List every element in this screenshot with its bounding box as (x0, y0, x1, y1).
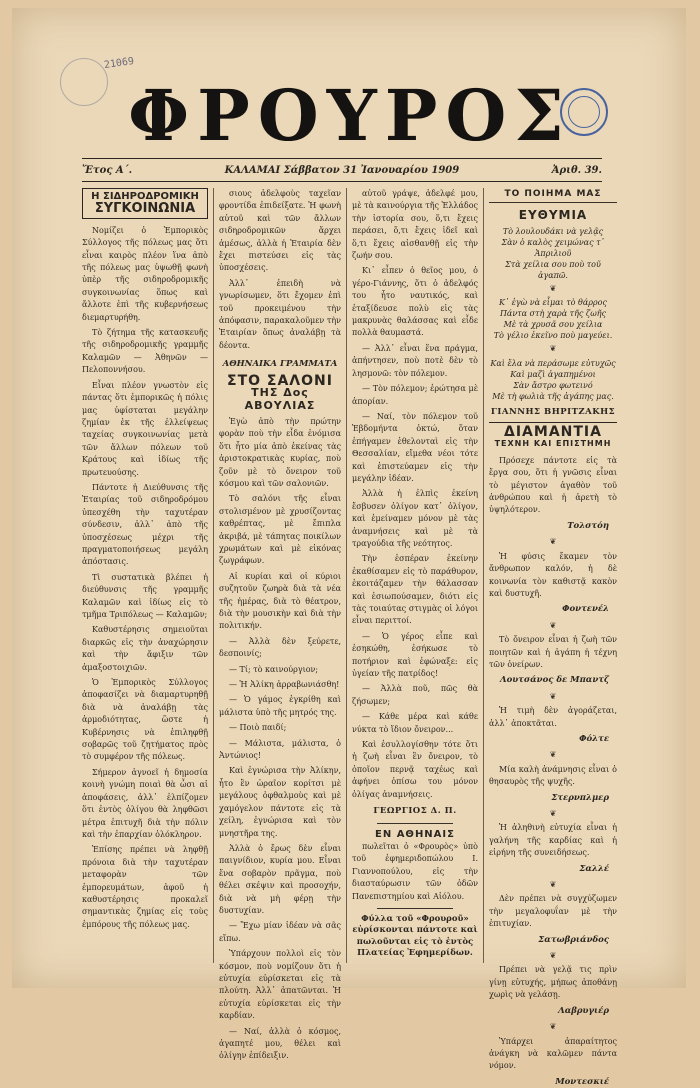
col3-paragraph: — Τὸν πόλεμον; ἐρώτησα μὲ ἀπορίαν. (352, 384, 478, 406)
dialogue-line: — Μάλιστα, μάλιστα, ὁ Ἀντώνιος! (219, 738, 341, 761)
quote-author: Σατωβριάνδος (538, 934, 609, 945)
ornament-icon: ❦ (549, 750, 557, 760)
poem-stanza: Κ᾽ ἐγὼ νὰ εἶμαι τὸ θάρρος Πάντα στὴ χαρὰ τῆς ζωῆς Μὲ τὰ χρυσᾶ σου χείλια Τὸ γέλιο ἐκεῖνο ποὺ μαγεύει. (493, 298, 613, 341)
article-headline-line-2: ΣΥΓΚΟΙΝΩΝΙΑ (94, 201, 196, 217)
quote-text: Ἡ φύσις ἔκαμεν τὸν ἄνθρωπον καλόν, ἡ δὲ κοινωνία τὸν καθιστᾷ κακὸν καὶ δυστυχῆ. (489, 551, 617, 598)
quote-text: Τὸ ὄνειρον εἶναι ἡ ζωὴ τῶν ποιητῶν καὶ ἡ ἀγάπη ἡ τέχνη τῶν ὀνείρων. (489, 635, 617, 669)
divider (377, 908, 453, 909)
col2-paragraph: σιους ἀδελφοὺς ταχεῖαν φροντίδα ἐπιδείξατε. Ἡ φωνὴ αὐτοῦ καὶ τῶν ἄλλων σιδηροδρομικῶν ἄρχει ἀμέσως, ἀλλὰ ἡ Ἑταιρία δὲν ἔχει πιστεύσει εἰς τὰς ὑποσχέσεις. (219, 189, 341, 273)
dateline (82, 162, 602, 178)
quote-text: Ἡ τιμὴ δὲν ἀγοράζεται, ἀλλ᾽ ἀποκτᾶται. (489, 706, 617, 728)
dialogue-line: — Τί; τὸ καινούργιον; (229, 664, 319, 674)
divider (377, 823, 453, 824)
section-title-athens-letters: ΑΘΗΝΑΙΚΑ ΓΡΑΜΜΑΤΑ (222, 359, 338, 370)
col1-paragraph: Πάντοτε ἡ Διεύθυνσις τῆς Ἑταιρίας τοῦ σιδηροδρόμου ὑπεσχέθη τὴν ταχυτέραν σύνδεσιν, ἀλλ᾽ ἀπὸ τῆς ὑποσχέσεως μέχρι τῆς πραγματοποιήσεως μεγάλη ἀπόστασις. (82, 482, 208, 567)
article-signature: ΓΕΩΡΓΙΟΣ Δ. Π. (373, 806, 457, 817)
col2-paragraph: Ὑπάρχουν πολλοὶ εἰς τὸν κόσμον, ποὺ νομίζουν ὅτι ἡ εὐτυχία εὑρίσκεται εἰς τὰ πλούτη. Ἀλλ᾽ ἀπατῶνται. Ἡ εὐτυχία εὑρίσκεται εἰς τὴν καρδίαν. (219, 949, 341, 1021)
pencil-number: 21069 (103, 55, 135, 72)
header-rule-top (82, 158, 602, 159)
col1-paragraph: Τὸ ζήτημα τῆς κατασκευῆς τῆς σιδηροδρομικῆς γραμμῆς Καλαμῶν — Ἀθηνῶν — Πελοποννήσου. (82, 328, 208, 375)
banner-subtitle: ΤΕΧΝΗ ΚΑΙ ΕΠΙΣΤΗΜΗ (494, 439, 612, 449)
ornament-icon: ❦ (549, 620, 557, 630)
ornament-icon: ❦ (549, 344, 557, 354)
quote-author: Φοντενέλ (562, 604, 609, 615)
col3-paragraph: Καὶ ἐσυλλογίσθην τότε ὅτι ἡ ζωὴ εἶναι ἓν ὄνειρον, τὸ ὁποῖον περνᾷ ταχέως καὶ ἀφήνει ὀπίσω του μόνον ὀλίγας ἀναμνήσεις. (352, 740, 478, 799)
col2-paragraph: Ἐγὼ ἀπὸ τὴν πρώτην φορὰν ποὺ τὴν εἶδα ἐνόμισα ὅτι ἦτο μία ἀπὸ ἐκείνας τὰς ἀριστοκρατικὰς κυρίας, ποὺ ζοῦν μὲ τὸ ὄνειρον τοῦ κόσμου καὶ τῶν σαλονιῶν. (219, 416, 341, 488)
poem-author: ΓΙΑΝΝΗΣ ΒΗΡΙΤΖΑΚΗΣ (490, 406, 616, 417)
poem-stanza: Καὶ ἔλα νὰ περάσωμε εὐτυχῶς Καὶ μαζὶ ἀγαπημένοι Σὰν ἄστρο φωτεινό Μὲ τὴ φωλιὰ τῆς ἀγάπης μας. (490, 358, 616, 401)
col3-paragraph: — Κάθε μέρα καὶ κάθε νύκτα τὸ ἴδιον ὄνειρον... (352, 712, 478, 734)
col2-paragraph: — Ἔχω μίαν ἰδέαν νὰ σᾶς εἴπω. (219, 921, 341, 943)
ornament-icon: ❦ (549, 809, 557, 818)
col3-paragraph: Ἀλλὰ ἡ ἐλπὶς ἐκείνη ἔσβυσεν ὀλίγον κατ᾽ ὀλίγον, καὶ ἐμείναμεν μόνον μὲ τὰς ἀναμνήσεις καὶ μὲ τὰ τραγούδια τῆς νεότητος. (352, 489, 478, 548)
quote-author: Τολστόη (567, 520, 609, 531)
dateline-issue: Ἀριθ. 39. (551, 164, 602, 176)
ornament-icon: ❦ (549, 283, 557, 293)
ornament-icon: ❦ (549, 691, 557, 701)
article-headline-salon: ΣΤΟ ΣΑΛΟΝΙ (227, 372, 333, 389)
header-rule-bottom (82, 181, 602, 182)
column-separator (213, 188, 214, 963)
section-title-poem: ΤΟ ΠΟΙΗΜΑ ΜΑΣ (489, 188, 617, 203)
column-2 (219, 188, 341, 1061)
col1-paragraph: Τὶ συστατικὰ βλέπει ἡ διεύθυνσις τῆς γραμμῆς Καλαμῶν καὶ ἰδίως εἰς τὸ τμῆμα Τριπόλεως — Καλαμῶν; (82, 572, 208, 619)
col2-paragraph: Τὸ σαλόνι τῆς εἶναι στολισμένον μὲ χρυσίζοντας καθρέπτας, μὲ ἔπιπλα ἀκριβά, μὲ τάπητας ποικίλων χρωμάτων καὶ μὲ εἰκόνας ζωγράφων. (219, 494, 341, 566)
quote-text: Πρέπει νὰ γελᾷ τις πρὶν γίνῃ εὐτυχής, μήπως ἀποθάνῃ χωρὶς νὰ γελάσῃ. (489, 965, 617, 1000)
dateline-year: Ἔτος Α΄. (82, 164, 133, 176)
col3-paragraph: — Ἀλλ᾽ εἶναι ἕνα πράγμα, ἀπήντησεν, ποὺ ποτὲ δὲν τὸ λησμονῶ: τὸν πόλεμον. (352, 343, 478, 378)
col1-paragraph: Ὁ Ἐμπορικὸς Σύλλογος ἀποφασίζει νὰ διαμαρτυρηθῇ διὰ νὰ ἀναλάβῃ τὰς ἀρμοδιότητας, ὥστε ἡ Κυβέρνησις νὰ ἐπιληφθῇ σοβαρῶς τοῦ ζητήματος πρὸς τὸ συμφέρον τῆς πόλεως. (82, 678, 208, 762)
col1-paragraph: Καθυστέρησις σημειοῦται διαρκῶς εἰς τὴν ἀναχώρησιν καὶ τὴν ἄφιξιν τῶν ἀμαξοστοιχιῶν. (82, 625, 208, 672)
ornament-icon: ❦ (549, 880, 557, 890)
quote-text: Μία καλὴ ἀνάμνησις εἶναι ὁ θησαυρὸς τῆς ψυχῆς. (489, 764, 617, 787)
section-title-athens: ΕΝ ΑΘΗΝΑΙΣ (375, 828, 455, 840)
col2-paragraph: Ἀλλ᾽ ἐπειδὴ νὰ γνωρίσωμεν, ὅτι ἔχομεν ἐπὶ τοῦ προκειμένου τὴν ἀπόφασιν, παρακαλοῦμεν τὴν Ἑταιρίαν ὅπως ἀναλάβῃ τὰ δέοντα. (219, 278, 341, 350)
dialogue-line: — Ἀλλὰ δὲν ξεύρετε, δεσποινίς; (219, 636, 341, 659)
column-1 (82, 188, 208, 963)
article-headline-rail (82, 188, 208, 219)
col3-paragraph: Τὴν ἑσπέραν ἐκείνην ἐκαθίσαμεν εἰς τὸ παράθυρον, ἐκοιτάζαμεν τὴν θάλασσαν καὶ ἐσιωπούσαμεν, διότι εἰς τὰς τοιαύτας στιγμὰς οἱ λόγοι εἶναι περιττοί. (352, 554, 478, 626)
col3-paragraph: — Ὁ γέρος εἶπε καὶ ἐσηκώθη, ἐσήκωσε τὸ ποτήριον καὶ ἐφώναξε: εἰς ὑγείαν τῆς πατρίδος! (352, 631, 478, 679)
ornament-icon: ❦ (549, 537, 557, 547)
column-separator (346, 188, 347, 963)
poem-stanza: Τὸ λουλουδάκι νὰ γελᾷς Σὰν ὁ καλὸς χειμώνας τ᾽ Ἀπριλιοῦ Στὰ χείλια σου ποὺ τοῦ ἀγαπῶ. (501, 226, 605, 280)
column-separator (483, 188, 484, 963)
col2-paragraph: Ἀλλὰ ὁ ἔρως δὲν εἶναι παιγνίδιον, κυρία μου. Εἶναι ἕνα σοβαρὸν πρᾶγμα, ποὺ θέλει σκέψιν καὶ προσοχήν, διὰ νὰ μὴ φέρῃ τὴν δυστυχίαν. (219, 843, 341, 915)
dialogue-line: — Ποιὸ παιδί; (229, 723, 287, 733)
col1-paragraph: Εἶναι πλέον γνωστὸν εἰς πάντας ὅτι ἐμπορικῶς ἡ πόλις μας ὑφίσταται μεγάλην ζημίαν ἐκ τῆς ἐλλείψεως ταχείας συγκοινωνίας μετὰ τῶν ἄλλων πόλεων τοῦ Κράτους καὶ ἰδίως τῆς πρωτευούσης. (82, 380, 208, 477)
quote-text: Ἡ ἀληθινὴ εὐτυχία εἶναι ἡ γαλήνη τῆς καρδίας καὶ ἡ εἰρήνη τῆς συνειδήσεως. (489, 823, 617, 858)
quote-author: Σαλλέ (579, 863, 609, 874)
col1-paragraph: Νομίζει ὁ Ἐμπορικὸς Σύλλογος τῆς πόλεως μας ὅτι εἶναι καιρὸς πλέον ἵνα ἀπὸ τῆς πόλεως μας ὑψωθῇ φωνὴ ὑπὲρ τῆς σιδηροδρομικῆς συγκοινωνίας ὅπως καὶ ἄλλοτε ἐπὶ τῆς κυβερνήσεως διεμαρτυρήθη. (82, 225, 208, 322)
article-subheadline-salon: ΤΗΣ Δος ΑΒΟΥΛΙΑΣ (244, 386, 316, 412)
quote-author: Στερνπλμερ (551, 792, 609, 803)
col3-paragraph: πωλεῖται ὁ «Φρουρὸς» ὑπὸ τοῦ ἐφημεριδοπώλου Ι. Γιαννοπούλου, εἰς τὴν διασταύρωσιν τῶν ὁδῶν Πανεπιστημίου καὶ Αἰόλου. (352, 841, 478, 901)
quote-author: Μοντεσκιέ (555, 1076, 609, 1087)
column-4 (489, 188, 617, 1087)
poem-title: ΕΥΘΥΜΙΑ (518, 208, 588, 223)
ornament-icon: ❦ (549, 951, 557, 961)
quote-author: Λουτσάνος δε Μπαντζ (499, 675, 609, 686)
col1-paragraph: Σήμερον ἀγνοεῖ ἡ δημοσία κοινὴ γνώμη ποιαὶ θὰ ὦσι αἱ ἀποφάσεις, ἀλλ᾽ ἐλπίζομεν ὅτι ἐντὸς ὀλίγου θὰ ληφθῶσι μέτρα ἐπιτυχῆ διὰ τὴν πόλιν καὶ τὴν ἐπαρχίαν ὁλόκληρον. (82, 767, 208, 839)
dateline-place-date: ΚΑΛΑΜΑΙ Σάββατον 31 Ἰανουαρίου 1909 (224, 164, 460, 176)
col1-paragraph: Ἐπίσης πρέπει νὰ ληφθῇ πρόνοια διὰ τὴν ταχυτέραν μεταφορὰν τῶν ἐμπορευμάτων, ἀφοῦ ἡ καθυστέρησις προκαλεῖ σημαντικὰς ζημίας εἰς τοὺς ἐμπόρους τῆς πόλεως μας. (82, 845, 208, 929)
dialogue-line: — Ἡ Ἀλίκη ἀρραβωνιάσθη! (229, 680, 340, 690)
sales-notice: Φύλλα τοῦ «Φρουροῦ» εὑρίσκονται πάντοτε καὶ πωλοῦνται εἰς τὸ ἐντὸς Πλατείας Ἐφημερίδων. (352, 913, 478, 959)
quote-author: Λαβρυγιέρ (558, 1005, 609, 1016)
col3-paragraph: Κι᾽ εἶπεν ὁ θεῖος μου, ὁ γέρο-Γιάννης, ὅτι ὁ ἀδελφός του ἦτο ναυτικός, καὶ ἐταξίδευσε πολὺ εἰς τὰς μακρυνὰς θαλάσσας καὶ εἶδε πολλὰ θαυμαστά. (352, 266, 478, 338)
col2-paragraph: Καὶ ἐγνώρισα τὴν Ἀλίκην, ἦτο ἓν ὡραῖον κορίτσι μὲ μεγάλους ὀφθαλμοὺς καὶ μὲ χαμόγελον πάντοτε εἰς τὰ χείλη, ἐγνώρισα καὶ τὸν μνηστῆρα της. (219, 766, 341, 838)
column-3 (352, 188, 478, 963)
masthead-title: ΦΡΟΥΡΟΣ (128, 74, 572, 157)
col3-paragraph: — Ναί, τὸν πόλεμον τοῦ Ἑβδομήντα ὀκτώ, ὅταν ἐπήγαμεν ἐθελονταὶ εἰς τὴν Θεσσαλίαν, εἴμεθα νέοι τότε καὶ ἐπιστεύαμεν εἰς τὴν μεγάλην ἰδέαν. (352, 411, 478, 483)
article-headline-line-1: Η ΣΙΔΗΡΟΔΡΟΜΙΚΗ (91, 191, 199, 202)
dialogue-line: — Ὁ γάμος ἐγκρίθη καὶ μάλιστα ὑπὸ τῆς μητρός της. (219, 695, 341, 717)
col3-paragraph: — Ἀλλὰ ποῦ, πῶς θὰ ζήσωμεν; (352, 684, 478, 706)
col2-paragraph: Αἱ κυρίαι καὶ οἱ κύριοι συζητοῦν ζωηρὰ διὰ τὰ νέα τῆς ἡμέρας, διὰ τὸ θέατρον, διὰ τὴν μουσικὴν καὶ διὰ τὴν πολιτικήν. (219, 571, 341, 631)
banner-diamonds: ΔΙΑΜΑΝΤΙΑ (489, 422, 617, 438)
col2-paragraph: — Ναί, ἀλλὰ ὁ κόσμος, ἀγαπητέ μου, θέλει καὶ ὀλίγην ἐπίδειξιν. (219, 1026, 341, 1061)
quote-text: Πρόσεχε πάντοτε εἰς τὰ ἔργα σου, ὅτι ἡ γνῶσις εἶναι τὸ μέγιστον ἀγαθὸν τοῦ ἀνθρώπου καὶ ἡ ἀρετὴ τὸ ὑψηλότερον. (489, 455, 617, 515)
ornament-icon: ❦ (549, 1022, 557, 1032)
col3-paragraph: αὐτοῦ γράψε, ἀδελφέ μου, μὲ τὰ καινούργια τῆς Ἑλλάδος τὴν ἱστορία σου, ὅ,τι ἔχεις περάσει, ὅ,τι ἔχεις ἰδεῖ καὶ ὅ,τι ἔχεις αἰσθανθῇ εἰς τὴν ζωήν σου. (352, 189, 478, 261)
quote-author: Φόλτε (579, 733, 609, 744)
quote-text: Ὑπάρχει ἀπαραίτητος ἀνάγκη νὰ καλῶμεν πάντα νόμον. (489, 1036, 617, 1071)
quote-text: Δὲν πρέπει νὰ συγχύζωμεν τὴν μεγαλοφυΐαν μὲ τὴν ἐπιτυχίαν. (489, 894, 617, 929)
